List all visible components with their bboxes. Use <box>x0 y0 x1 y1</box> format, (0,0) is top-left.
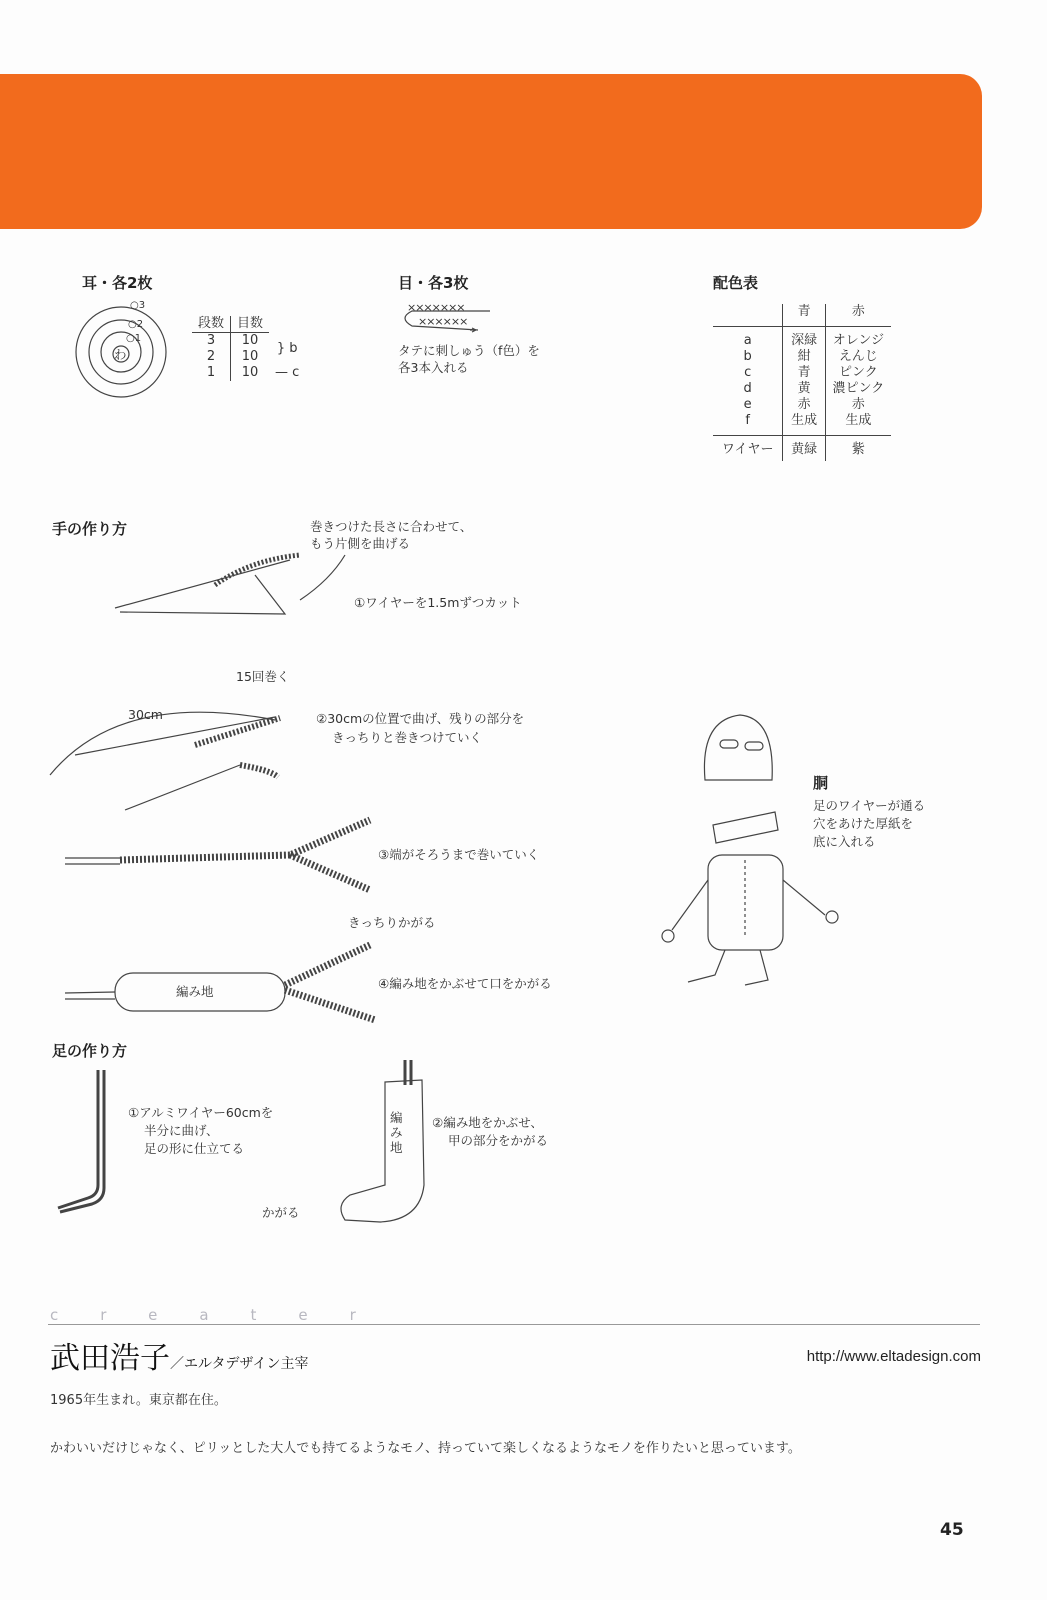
round-cell: 2 <box>206 349 216 364</box>
creator-bio-2: かわいいだけじゃなく、ピリッとした大人でも持てるようなモノ、持っていて楽しくなるようなモノを作りたいと思っています。 <box>50 1441 801 1456</box>
creator-bio-1: 1965年生まれ。東京都在住。 <box>50 1393 227 1408</box>
creator-role: ／エルタデザイン主宰 <box>170 1356 309 1372</box>
foot-step1-wire <box>58 1070 104 1212</box>
ear-rounds-table: 段数 目数 3 10 } b 2 10 1 10 — c <box>192 316 305 381</box>
body-note-3: 底に入れる <box>813 834 876 849</box>
hand-step4-wire <box>65 945 375 1020</box>
line-label: c <box>292 365 300 380</box>
ear-chart-center: わ <box>114 347 127 362</box>
hands-note-1: 巻きつけた長さに合わせて、 <box>310 519 473 534</box>
hand-step3-wire <box>65 820 370 890</box>
hands-turns: 15回巻く <box>236 669 290 684</box>
hands-step2-2: きっちりと巻きつけていく <box>332 730 483 745</box>
creator-name: 武田浩子 <box>50 1341 170 1376</box>
body-note-2: 穴をあけた厚紙を <box>813 816 914 831</box>
ears-title: 耳・各2枚 <box>82 274 153 292</box>
hands-title: 手の作り方 <box>52 520 128 538</box>
eyes-title: 目・各3枚 <box>398 274 469 292</box>
wire-blue: 黄緑 <box>783 435 826 461</box>
eye-stitch-row1: ××××××× <box>407 301 465 314</box>
feet-step2-1: ②編み地をかぶせ、 <box>432 1115 543 1130</box>
stitch-cell: 10 <box>231 365 270 381</box>
header-rounds: 段数 <box>192 316 231 333</box>
page-number: 45 <box>940 1520 964 1540</box>
hands-step2-1: ②30cmの位置で曲げ、残りの部分を <box>316 711 525 726</box>
feet-step2-2: 甲の部分をかがる <box>448 1133 549 1148</box>
hands-length: 30cm <box>128 707 163 722</box>
body-title: 胴 <box>813 774 829 792</box>
ear-round-mark-3: ○3 <box>130 300 146 311</box>
color-table-title: 配色表 <box>713 274 759 292</box>
hand-step2-wire <box>50 712 280 810</box>
hands-tight: きっちりかがる <box>348 915 436 930</box>
stitch-cell: 10 <box>231 333 270 350</box>
red-colors: オレンジ えんじ ピンク 濃ピンク 赤 生成 <box>825 326 891 435</box>
color-keys: a b c d e f <box>713 326 783 435</box>
creator-url[interactable]: http://www.eltadesign.com <box>806 1348 981 1365</box>
feet-step1-2: 半分に曲げ、 <box>144 1123 219 1138</box>
stitch-cell: 10 <box>231 349 270 365</box>
ear-round-mark-1: ○1 <box>126 333 142 344</box>
eye-note-2: 各3本入れる <box>398 360 469 375</box>
hands-step3: ③端がそろうまで巻いていく <box>378 847 540 862</box>
feet-step1-3: 足の形に仕立てる <box>144 1141 245 1156</box>
header-red: 赤 <box>825 304 891 326</box>
feet-step1-1: ①アルミワイヤー60cmを <box>128 1105 274 1120</box>
hand-step1-wire <box>115 555 345 614</box>
header-stitches: 目数 <box>231 316 270 333</box>
round-cell: 3 <box>206 333 216 348</box>
creator-heading <box>50 1333 308 1377</box>
eye-note-1: タテに刺しゅう（f色）を <box>398 343 540 358</box>
wire-label: ワイヤー <box>713 435 783 461</box>
hands-knit: 編み地 <box>176 984 214 999</box>
feet-title: 足の作り方 <box>52 1042 128 1060</box>
blue-colors: 深緑 紺 青 黄 赤 生成 <box>783 326 826 435</box>
divider <box>48 1324 980 1325</box>
hands-note-2: もう片側を曲げる <box>310 536 411 551</box>
creator-section-label: creater <box>50 1306 398 1324</box>
ear-round-mark-2: ○2 <box>128 319 144 330</box>
eye-stitch-row2: ×××××× <box>418 315 468 328</box>
round-cell: 1 <box>206 365 216 380</box>
robot-body-diagram <box>662 715 838 985</box>
color-table <box>713 304 891 461</box>
body-note-1: 足のワイヤーが通る <box>813 798 926 813</box>
header-blue: 青 <box>783 304 826 326</box>
foot-step2-knit <box>341 1060 424 1222</box>
hands-step4: ④編み地をかぶせて口をかがる <box>378 976 552 991</box>
hands-step1: ①ワイヤーを1.5mずつカット <box>354 595 522 610</box>
wire-red: 紫 <box>825 435 891 461</box>
feet-knit-vertical: 編み地 <box>390 1110 403 1155</box>
feet-sew: かがる <box>262 1205 300 1220</box>
brace-label: b <box>289 340 298 356</box>
